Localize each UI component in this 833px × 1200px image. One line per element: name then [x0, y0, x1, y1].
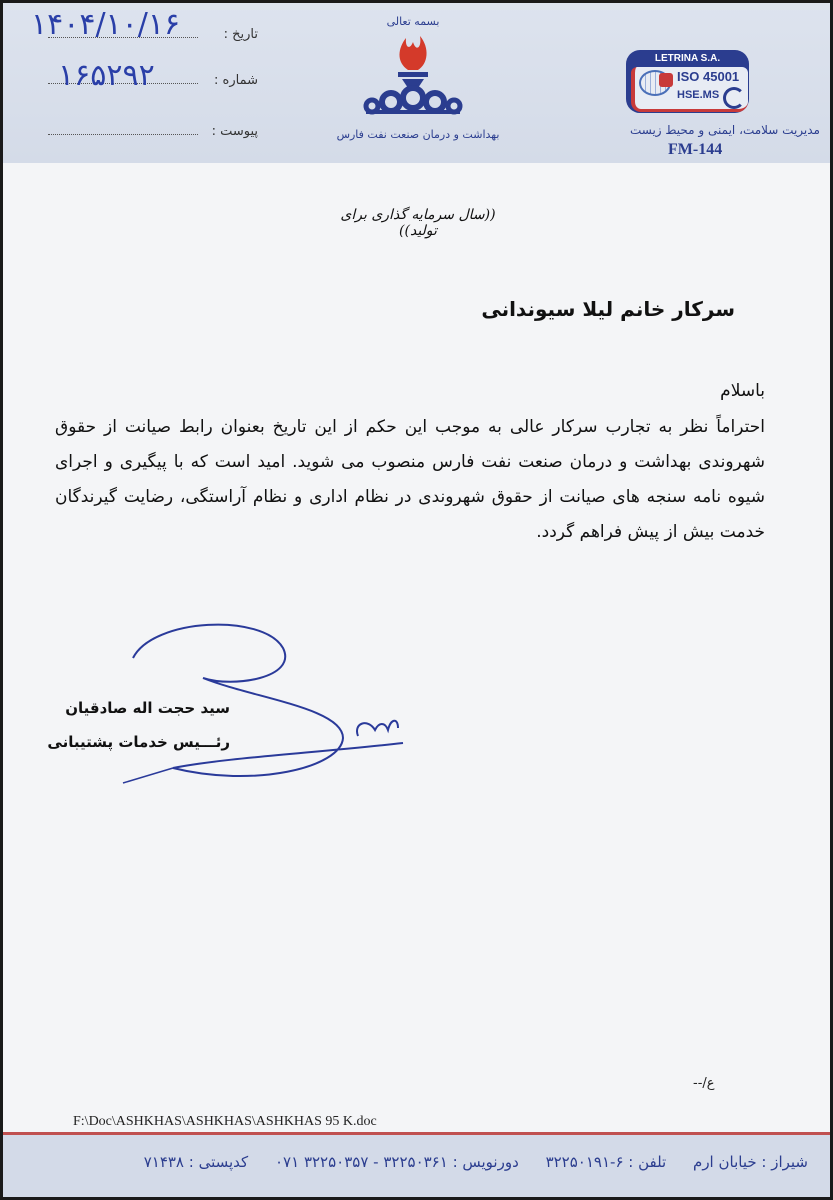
iso-standard: ISO 45001	[677, 69, 740, 84]
file-path: F:\Doc\ASHKHAS\ASHKHAS\ASHKHAS 95 K.doc	[73, 1114, 377, 1129]
contact-info	[122, 1153, 808, 1171]
hse-ms-label: HSE.MS	[677, 89, 720, 101]
iso-certification-logo	[626, 50, 749, 113]
street-address: شیراز : خیابان ارم	[693, 1153, 808, 1171]
year-slogan: ((سال سرمایه گذاری برای تولید))	[340, 207, 496, 239]
signer-title: رئـــیس خدمات پشتیبانی	[47, 733, 230, 751]
letter-body: احتراماً نظر به تجارب سرکار عالی به موجب این حکم از این تاریخ بعنوان رابط صیانت از حقوق شهروندی بهداشت و درمان صنعت نفت فارس منصوب می شوید. امید است که با پیگیری و اجرای شیوه نامه سنجه های صیانت از حقوق شهروندی در نظام اداری و نظام آراستگی، رضایت گیرندگان خدمت بیش از پیش فراهم گردد.	[55, 417, 765, 542]
attachment-label: پیوست :	[211, 124, 258, 139]
date-handwritten: ۱۴۰۴/۱۰/۱۶	[31, 7, 181, 42]
phone-number: تلفن : ۶-۳۲۲۵۰۱۹۱	[545, 1153, 667, 1171]
invocation-text: بسمه تعالی	[386, 15, 440, 28]
wave-icon	[723, 87, 745, 109]
nioc-logo	[358, 15, 468, 122]
flame-emblem-icon	[358, 28, 468, 118]
certification-mark-icon	[659, 73, 673, 87]
fax-number: دورنویس : ۳۲۲۵۰۳۶۱ - ۳۲۲۵۰۳۵۷ ۰۷۱	[274, 1153, 519, 1171]
recipient: سرکار خانم لیلا سیوندانی	[481, 297, 735, 321]
iso-inner-panel	[631, 67, 748, 112]
number-handwritten: ۱۶۵۲۹۲	[58, 58, 155, 93]
signer-name: سید حجت اله صادقیان	[65, 699, 230, 717]
letter-page	[3, 3, 830, 1197]
certifier-name: LETRINA S.A.	[654, 53, 721, 64]
attachment-field	[43, 124, 258, 144]
form-code: FM-144	[668, 141, 723, 158]
reference-mark: --/ع	[693, 1076, 715, 1091]
attachment-dotted-line	[48, 134, 198, 135]
number-label: شماره :	[214, 73, 258, 88]
organization-name: بهداشت و درمان صنعت نفت فارس	[336, 128, 500, 141]
postal-code: کدپستی : ۷۱۴۳۸	[143, 1153, 249, 1171]
greeting: باسلام	[720, 381, 765, 401]
date-label: تاریخ :	[223, 27, 258, 42]
signer-block	[47, 691, 230, 759]
hse-caption: مدیریت سلامت، ایمنی و محیط زیست	[629, 123, 820, 137]
